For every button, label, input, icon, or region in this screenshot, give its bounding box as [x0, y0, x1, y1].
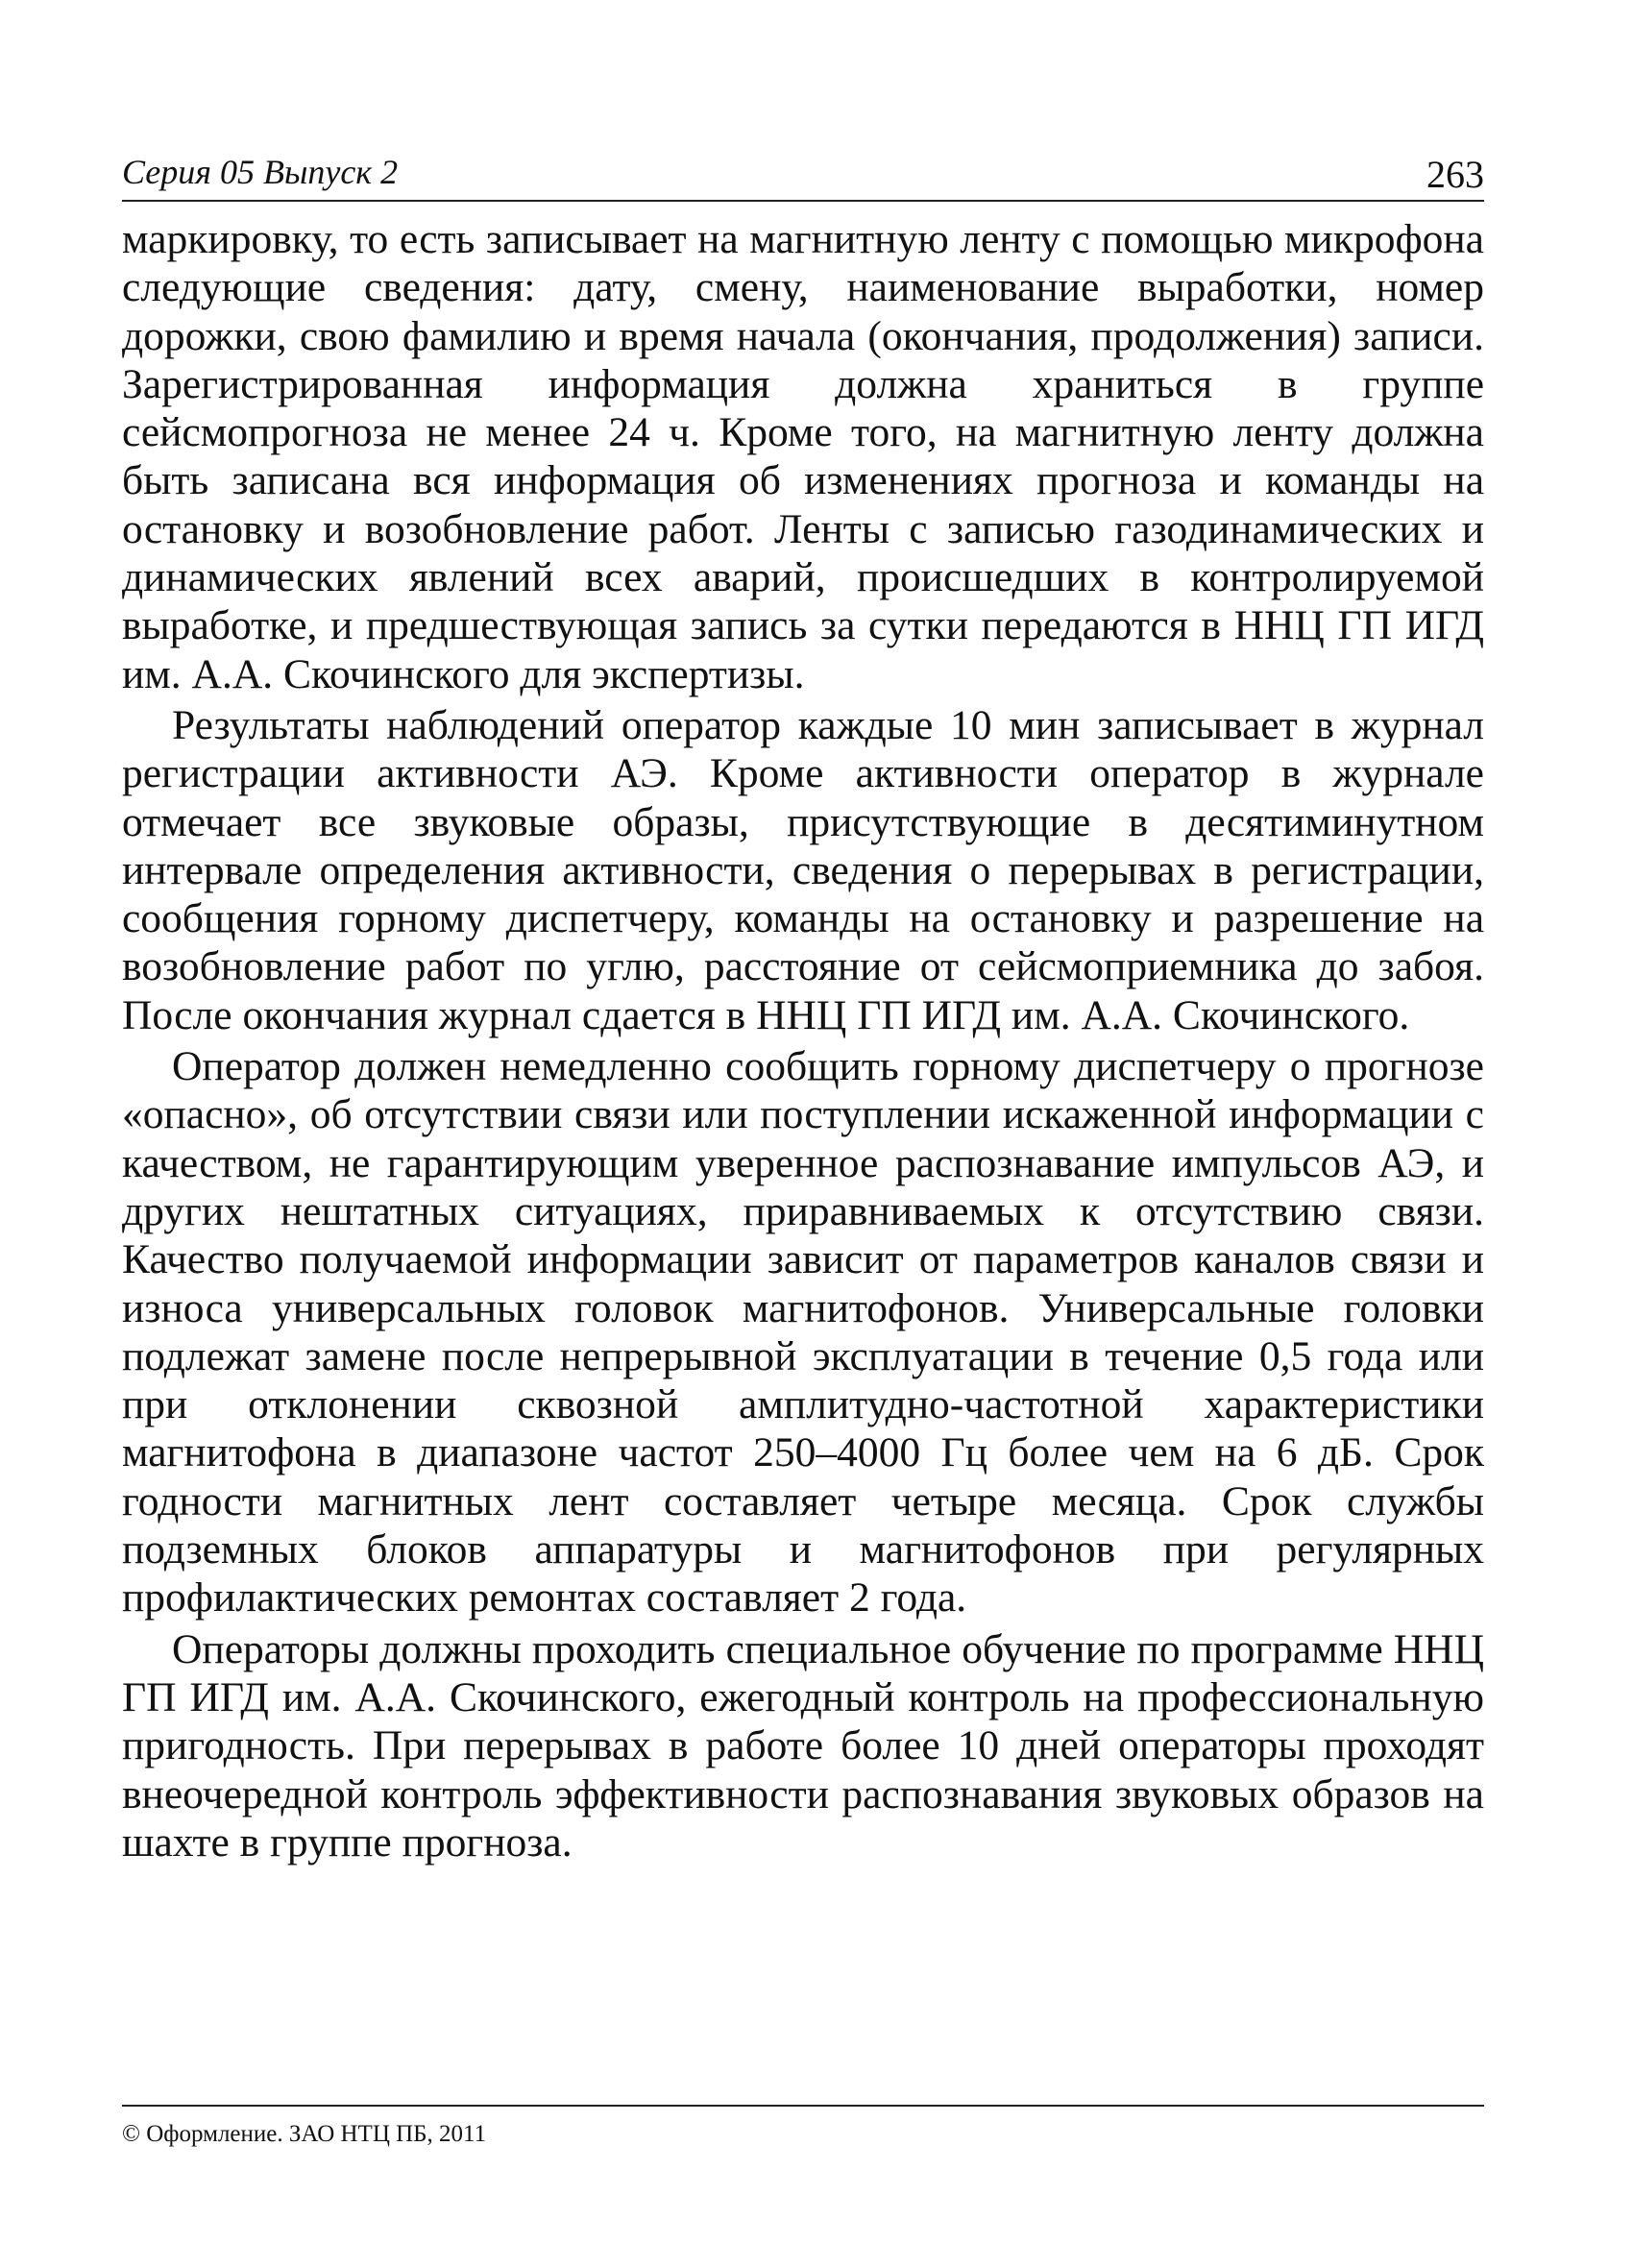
header-rule: [122, 200, 1484, 202]
running-header: [122, 144, 1484, 202]
paragraph: Результаты наблюдений оператор каждые 10 мин записывает в журнал регистрации активности АЭ. Кроме активности оператор в журнале отмечает все звуковые образы, присутствующие в десятиминутном интервале определения активности, сведения о перерывах в регистрации, сообщения горному диспетчеру, команды на остановку и разрешение на возобновление работ по углю, расстояние от сейсмоприемника до забоя. После окончания журнал сдается в ННЦ ГП ИГД им. А.А. Скочинского.: [122, 701, 1484, 1038]
paragraph: Оператор должен немедленно сообщить горному диспетчеру о прогнозе «опасно», об отсутствии связи или поступлении искаженной информации с качеством, не гарантирующим уверенное распознавание импульсов АЭ, и других нештатных ситуациях, приравниваемых к отсутствию связи. Качество получаемой информации зависит от параметров каналов связи и износа универсальных головок магнитофонов. Универсальные головки подлежат замене после непрерывной эксплуатации в течение 0,5 года или при отклонении сквозной амплитудно-частотной характеристики магнитофона в диапазоне частот 250–4000 Гц более чем на 6 дБ. Срок годности магнитных лент составляет четыре месяца. Срок службы подземных блоков аппаратуры и магнитофонов при регулярных профилактических ремонтах составляет 2 года.: [122, 1043, 1484, 1622]
series-label: Серия 05 Выпуск 2: [122, 153, 399, 191]
body-text: [122, 215, 1484, 1869]
page-number: 263: [1426, 153, 1484, 196]
paragraph: Операторы должны проходить специальное обучение по программе ННЦ ГП ИГД им. А.А. Скочинского, ежегодный контроль на профессиональную пригодность. При перерывах в работе более 10 дней операторы проходят внеочередной контроль эффективности распознавания звуковых образов на шахте в группе прогноза.: [122, 1625, 1484, 1866]
paragraph-continued: маркировку, то есть записывает на магнитную ленту с помощью микрофона следующие сведения: дату, смену, наименование выработки, номер дорожки, свою фамилию и время начала (окончания, продолжения) записи. Зарегистрированная информация должна храниться в группе сейсмопрогноза не менее 24 ч. Кроме того, на магнитную ленту должна быть записана вся информация об изменениях прогноза и команды на остановку и возобновление работ. Ленты с записью газодинамических и динамических явлений всех аварий, происшедших в контролируемой выработке, и предшествующая запись за сутки передаются в ННЦ ГП ИГД им. А.А. Скочинского для экспертизы.: [122, 216, 1484, 697]
copyright-footer: © Оформление. ЗАО НТЦ ПБ, 2011: [122, 2121, 487, 2147]
footer-rule: [122, 2105, 1484, 2107]
